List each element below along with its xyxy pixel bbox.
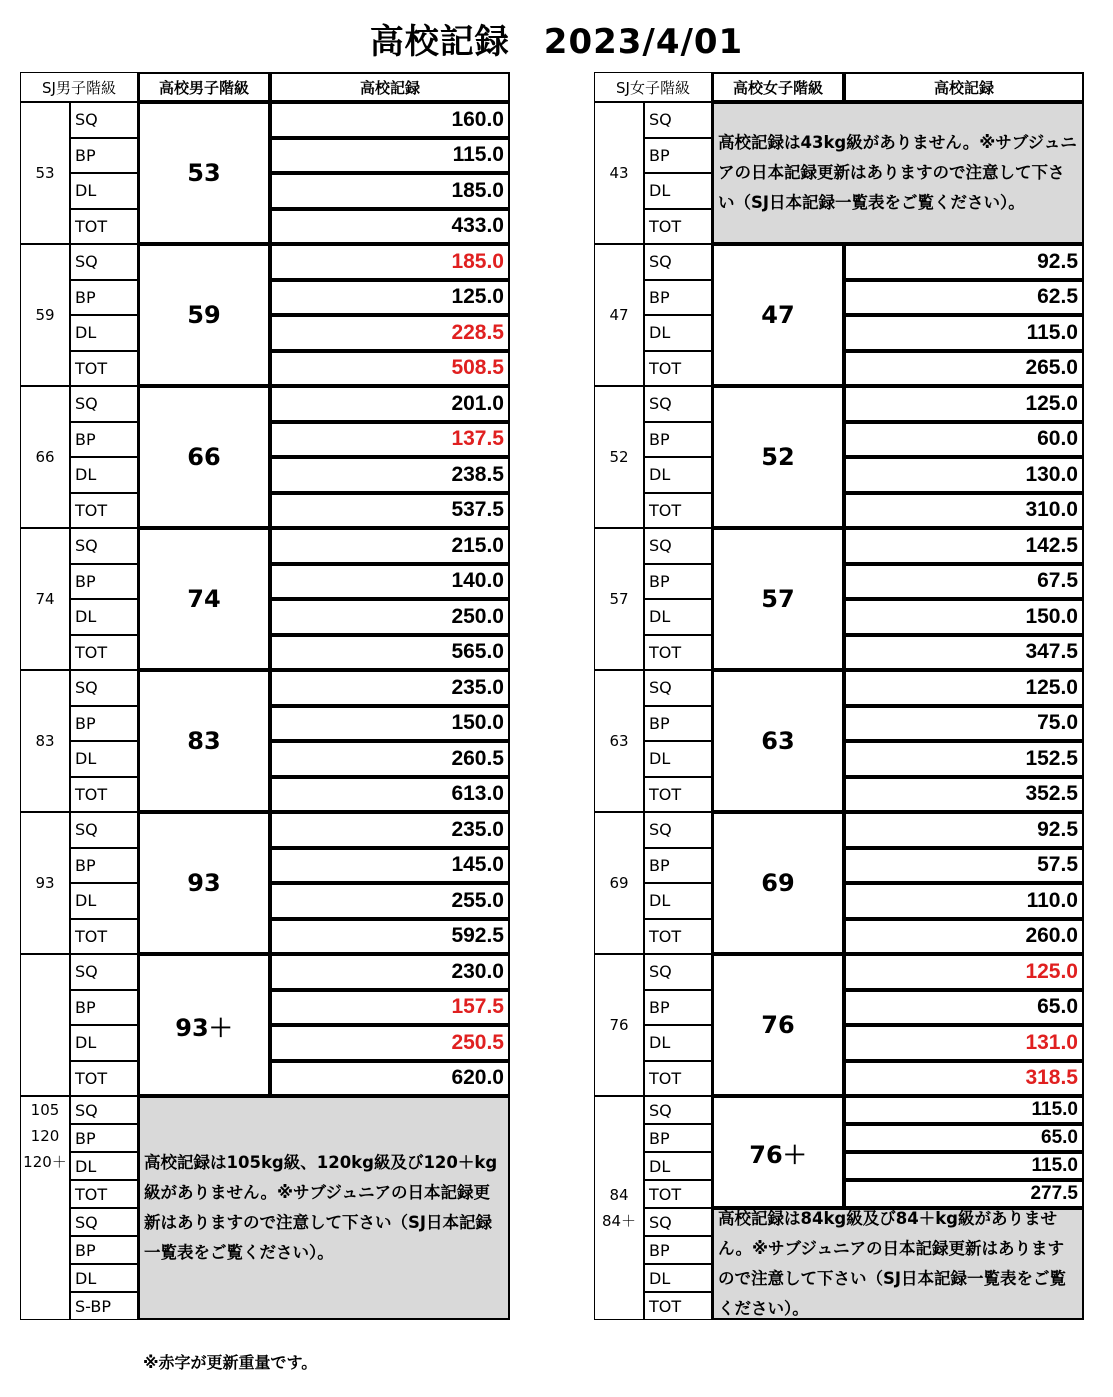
record-value: 125.0 <box>844 670 1084 706</box>
hs-class: 66 <box>138 386 270 528</box>
lift-label: TOT <box>644 777 712 813</box>
lift-label: BP <box>70 280 138 316</box>
record-value-updated: 137.5 <box>270 422 510 458</box>
lift-label: BP <box>70 1236 138 1264</box>
lift-label: TOT <box>644 635 712 671</box>
lift-label: DL <box>644 599 712 635</box>
sj-class: 47 <box>594 244 644 386</box>
lift-label: BP <box>644 280 712 316</box>
record-value: 140.0 <box>270 564 510 600</box>
hs-class: 47 <box>712 244 844 386</box>
lift-label: DL <box>644 1025 712 1061</box>
lift-label: SQ <box>70 1208 138 1236</box>
record-value: 565.0 <box>270 635 510 671</box>
record-value: 250.0 <box>270 599 510 635</box>
record-value-updated: 508.5 <box>270 351 510 387</box>
sj-class: 43 <box>594 102 644 244</box>
record-value: 75.0 <box>844 706 1084 742</box>
lift-label: TOT <box>70 209 138 245</box>
sj-class: 63 <box>594 670 644 812</box>
hs-class: 57 <box>712 528 844 670</box>
lift-label: SQ <box>70 812 138 848</box>
lift-label: DL <box>644 315 712 351</box>
header-sj-class: SJ女子階級 <box>594 72 712 102</box>
lift-label: SQ <box>644 244 712 280</box>
lift-label: SQ <box>644 528 712 564</box>
record-value: 115.0 <box>844 1152 1084 1180</box>
no-record-note: 高校記録は105kg級、120kg級及び120＋kg級がありません。※サブジュニアの日本記録更新はありますので注意して下さい（SJ日本記録一覧表をご覧ください）。 <box>138 1096 510 1320</box>
hs-class: 83 <box>138 670 270 812</box>
record-value-updated: 125.0 <box>844 954 1084 990</box>
hs-class: 76 <box>712 954 844 1096</box>
hs-class: 63 <box>712 670 844 812</box>
lift-label: SQ <box>70 528 138 564</box>
lift-label: BP <box>644 138 712 174</box>
header-hs-class: 高校女子階級 <box>712 72 844 102</box>
lift-label: BP <box>70 1124 138 1152</box>
lift-label: TOT <box>644 1061 712 1097</box>
record-value: 92.5 <box>844 812 1084 848</box>
header-sj-class: SJ男子階級 <box>20 72 138 102</box>
header-record: 高校記録 <box>844 72 1084 102</box>
record-value: 310.0 <box>844 493 1084 529</box>
record-value: 215.0 <box>270 528 510 564</box>
lift-label: SQ <box>644 386 712 422</box>
lift-label: BP <box>70 848 138 884</box>
record-value: 238.5 <box>270 457 510 493</box>
sj-class: 53 <box>20 102 70 244</box>
lift-label: BP <box>644 564 712 600</box>
record-value: 260.0 <box>844 919 1084 955</box>
record-value: 125.0 <box>844 386 1084 422</box>
sj-class: 57 <box>594 528 644 670</box>
lift-label: BP <box>70 990 138 1026</box>
record-value: 115.0 <box>270 138 510 174</box>
record-value-updated: 131.0 <box>844 1025 1084 1061</box>
record-value: 142.5 <box>844 528 1084 564</box>
hs-class: 53 <box>138 102 270 244</box>
lift-label: DL <box>644 741 712 777</box>
lift-label: DL <box>70 315 138 351</box>
lift-label: TOT <box>644 1292 712 1320</box>
sj-class: 69 <box>594 812 644 954</box>
sj-class <box>20 954 70 1096</box>
lift-label: SQ <box>70 386 138 422</box>
hs-class: 59 <box>138 244 270 386</box>
sj-extra-classes <box>20 1096 70 1320</box>
record-value: 592.5 <box>270 919 510 955</box>
header-record: 高校記録 <box>270 72 510 102</box>
sj-extra-class: 84 <box>609 1186 629 1204</box>
no-record-note: 高校記録は43kg級がありません。※サブジュニアの日本記録更新はありますので注意して下さい（SJ日本記録一覧表をご覧ください）。 <box>712 102 1084 244</box>
lift-label: BP <box>644 990 712 1026</box>
lift-label: SQ <box>644 954 712 990</box>
record-value: 255.0 <box>270 883 510 919</box>
record-value: 201.0 <box>270 386 510 422</box>
record-value: 115.0 <box>844 1096 1084 1124</box>
lift-label: BP <box>644 1124 712 1152</box>
record-value: 160.0 <box>270 102 510 138</box>
record-value: 613.0 <box>270 777 510 813</box>
sj-extra-class: 120 <box>30 1127 60 1145</box>
lift-label: SQ <box>70 1096 138 1124</box>
sj-class: 93 <box>20 812 70 954</box>
hs-class: 52 <box>712 386 844 528</box>
record-value: 60.0 <box>844 422 1084 458</box>
record-value: 65.0 <box>844 990 1084 1026</box>
lift-label: DL <box>70 883 138 919</box>
lift-label: DL <box>70 173 138 209</box>
hs-class: 69 <box>712 812 844 954</box>
sj-class: 76 <box>594 954 644 1096</box>
sj-extra-class: 120＋ <box>23 1153 67 1171</box>
lift-label: SQ <box>70 670 138 706</box>
lift-label: DL <box>70 599 138 635</box>
lift-label: SQ <box>644 670 712 706</box>
record-value: 62.5 <box>844 280 1084 316</box>
lift-label: TOT <box>70 919 138 955</box>
lift-label: BP <box>70 138 138 174</box>
record-value: 265.0 <box>844 351 1084 387</box>
record-value: 65.0 <box>844 1124 1084 1152</box>
record-value: 235.0 <box>270 670 510 706</box>
lift-label: DL <box>70 1152 138 1180</box>
sj-class: 74 <box>20 528 70 670</box>
record-value: 152.5 <box>844 741 1084 777</box>
record-value: 230.0 <box>270 954 510 990</box>
record-value: 185.0 <box>270 173 510 209</box>
hs-class: 76＋ <box>712 1096 844 1208</box>
sj-class: 59 <box>20 244 70 386</box>
lift-label: TOT <box>644 209 712 245</box>
record-value: 277.5 <box>844 1180 1084 1208</box>
lift-label: DL <box>70 741 138 777</box>
page-title <box>0 14 1113 63</box>
lift-label: BP <box>644 706 712 742</box>
lift-label: DL <box>644 457 712 493</box>
record-value: 115.0 <box>844 315 1084 351</box>
record-value: 145.0 <box>270 848 510 884</box>
lift-label: TOT <box>70 1180 138 1208</box>
lift-label: TOT <box>70 351 138 387</box>
lift-label: TOT <box>70 635 138 671</box>
sj-extra-classes <box>594 1096 644 1320</box>
record-value-updated: 185.0 <box>270 244 510 280</box>
hs-class: 74 <box>138 528 270 670</box>
lift-label: TOT <box>644 493 712 529</box>
record-value: 125.0 <box>270 280 510 316</box>
lift-label: BP <box>644 848 712 884</box>
record-value: 235.0 <box>270 812 510 848</box>
lift-label: BP <box>70 564 138 600</box>
lift-label: SQ <box>70 244 138 280</box>
lift-label: TOT <box>70 1061 138 1097</box>
record-value: 57.5 <box>844 848 1084 884</box>
footnote: ※赤字が更新重量です。 <box>143 1353 318 1372</box>
sj-class: 66 <box>20 386 70 528</box>
record-value-updated: 250.5 <box>270 1025 510 1061</box>
lift-label: TOT <box>644 1180 712 1208</box>
record-value: 67.5 <box>844 564 1084 600</box>
sj-class: 83 <box>20 670 70 812</box>
lift-label: SQ <box>644 812 712 848</box>
record-value-updated: 228.5 <box>270 315 510 351</box>
lift-label: DL <box>644 1152 712 1180</box>
record-value: 110.0 <box>844 883 1084 919</box>
lift-label: TOT <box>644 919 712 955</box>
lift-label: SQ <box>644 102 712 138</box>
lift-label: S-BP <box>70 1292 138 1320</box>
record-value: 620.0 <box>270 1061 510 1097</box>
record-value: 433.0 <box>270 209 510 245</box>
record-value: 347.5 <box>844 635 1084 671</box>
record-value: 352.5 <box>844 777 1084 813</box>
record-value-updated: 157.5 <box>270 990 510 1026</box>
title-date: 2023/4/01 <box>543 22 744 62</box>
title-text: 高校記録 <box>369 22 510 62</box>
record-value: 92.5 <box>844 244 1084 280</box>
lift-label: SQ <box>70 102 138 138</box>
header-hs-class: 高校男子階級 <box>138 72 270 102</box>
hs-class: 93＋ <box>138 954 270 1096</box>
record-value-updated: 318.5 <box>844 1061 1084 1097</box>
lift-label: DL <box>70 457 138 493</box>
record-value: 537.5 <box>270 493 510 529</box>
lift-label: TOT <box>70 777 138 813</box>
record-value: 150.0 <box>844 599 1084 635</box>
record-value: 150.0 <box>270 706 510 742</box>
record-value: 130.0 <box>844 457 1084 493</box>
hs-class: 93 <box>138 812 270 954</box>
lift-label: BP <box>70 706 138 742</box>
lift-label: DL <box>644 883 712 919</box>
lift-label: DL <box>644 173 712 209</box>
sj-extra-class: 84＋ <box>601 1212 637 1230</box>
lift-label: SQ <box>70 954 138 990</box>
lift-label: DL <box>644 1264 712 1292</box>
sj-extra-class: 105 <box>30 1101 60 1119</box>
lift-label: DL <box>70 1264 138 1292</box>
lift-label: BP <box>70 422 138 458</box>
lift-label: DL <box>70 1025 138 1061</box>
lift-label: BP <box>644 1236 712 1264</box>
lift-label: TOT <box>644 351 712 387</box>
no-record-note: 高校記録は84kg級及び84＋kg級がありません。※サブジュニアの日本記録更新はありますので注意して下さい（SJ日本記録一覧表をご覧ください）。 <box>712 1208 1084 1320</box>
lift-label: SQ <box>644 1096 712 1124</box>
sj-class: 52 <box>594 386 644 528</box>
lift-label: TOT <box>70 493 138 529</box>
lift-label: SQ <box>644 1208 712 1236</box>
record-value: 260.5 <box>270 741 510 777</box>
lift-label: BP <box>644 422 712 458</box>
